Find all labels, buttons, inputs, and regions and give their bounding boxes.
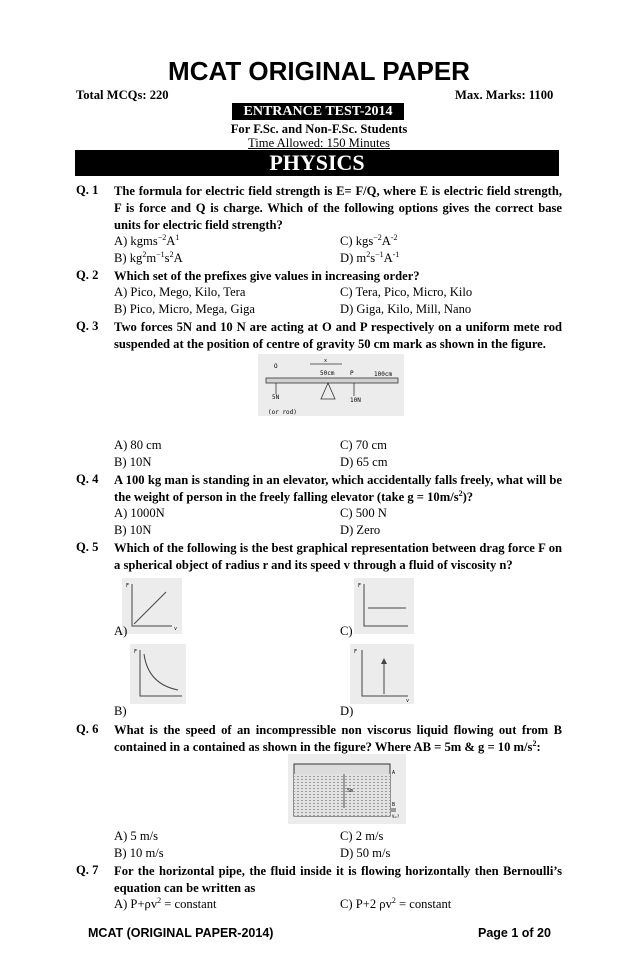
q5-option-c: C) bbox=[340, 624, 353, 638]
q3-text: Two forces 5N and 10 N are acting at O and P respectively on a uniform mete rod suspended at the position of centre of gravity 50 cm mark as shown in the figure. bbox=[114, 320, 562, 351]
q1-option-a: A) $kgms^{-2}A^1$ bbox=[114, 233, 180, 248]
graph-d-x-label: v bbox=[406, 698, 410, 704]
max-marks: Max. Marks: 1100 bbox=[455, 88, 554, 102]
q6-option-d: D) 50 m/s bbox=[340, 846, 391, 860]
q6-text: What is the speed of an incompressible non viscorus liquid flowing out from B contained in a contained as shown in the figure? Where AB = 5m & g = 10 $m/s^2$: bbox=[114, 723, 562, 754]
q4-number: Q. 4 bbox=[76, 472, 99, 486]
graph-c-constant bbox=[354, 578, 414, 634]
graph-b-y-label: F bbox=[134, 649, 138, 655]
q1-option-b: B) $kg^2m^{-1}s^2A$ bbox=[114, 250, 183, 265]
total-mcqs: Total MCQs: 220 bbox=[76, 88, 169, 102]
q3-option-c: C) 70 cm bbox=[340, 438, 387, 452]
graph-d-axes bbox=[362, 650, 408, 696]
tank-figure bbox=[288, 754, 406, 824]
fig-p-label: P bbox=[350, 370, 354, 377]
q2-option-c: C) Tera, Pico, Micro, Kilo bbox=[340, 285, 473, 299]
q7-option-a: A) $P+\rho v^2$ = constant bbox=[114, 896, 217, 911]
test-name-banner: ENTRANCE TEST-2014 bbox=[232, 103, 404, 120]
tank-b-label: B bbox=[392, 802, 396, 808]
graph-c-y-label: F bbox=[358, 583, 362, 589]
graph-a-x-label: v bbox=[174, 626, 178, 632]
q1-number: Q. 1 bbox=[76, 183, 99, 197]
tank-a-label: A bbox=[392, 770, 396, 776]
graph-a-curve bbox=[134, 592, 166, 624]
q4-option-c: C) 500 N bbox=[340, 506, 387, 520]
fig-x-label: x bbox=[324, 358, 328, 364]
q7-number: Q. 7 bbox=[76, 863, 99, 877]
graph-c-axes bbox=[364, 584, 408, 626]
fig-50cm-label: 50cm bbox=[320, 370, 335, 377]
meter-rod-figure bbox=[258, 354, 404, 416]
fig-rod-label: (or rod) bbox=[268, 409, 297, 416]
subject-banner: PHYSICS bbox=[75, 150, 559, 176]
q4-text: A 100 kg man is standing in an elevator, which accidentally falls freely, what will be the weight of person in the freely falling elevator (take $g = 10m/s^2$)? bbox=[114, 473, 562, 504]
graph-d-arrowhead bbox=[381, 658, 387, 664]
time-allowed-text: Time Allowed: 150 Minutes bbox=[248, 136, 390, 150]
graph-b-curve bbox=[144, 654, 178, 690]
q6-number: Q. 6 bbox=[76, 722, 99, 736]
q2-option-d: D) Giga, Kilo, Mill, Nano bbox=[340, 302, 472, 316]
fig-o-label: O bbox=[274, 363, 278, 370]
q3-option-a: A) 80 cm bbox=[114, 438, 162, 452]
q5-option-b: B) bbox=[114, 704, 127, 718]
q2-option-a: A) Pico, Mego, Kilo, Tera bbox=[114, 285, 246, 299]
q6-option-b: B) 10 m/s bbox=[114, 846, 164, 860]
q6-option-a: A) 5 m/s bbox=[114, 829, 159, 843]
q5-number: Q. 5 bbox=[76, 540, 99, 554]
graph-d-y-label: F bbox=[354, 649, 358, 655]
footer-title: MCAT (ORIGINAL PAPER-2014) bbox=[88, 926, 274, 940]
tank-v-label: V=? bbox=[392, 814, 400, 819]
q4-option-a: A) 1000N bbox=[114, 506, 165, 520]
for-students: For F.Sc. and Non-F.Sc. Students bbox=[230, 122, 408, 136]
graph-a-linear bbox=[122, 578, 182, 634]
page-number: Page 1 of 20 bbox=[478, 926, 551, 940]
q5-text: Which of the following is the best graphical representation between drag force F on a spherical object of radius r and its speed v through a fluid of viscosity n? bbox=[114, 541, 562, 572]
tank-outlet bbox=[390, 808, 396, 812]
q5-option-a: A) bbox=[114, 624, 128, 638]
q4-option-b: B) 10N bbox=[114, 523, 152, 537]
q1-option-d: D) $m^2s^{-1}A^{-1}$ bbox=[340, 250, 400, 265]
q5-option-d: D) bbox=[340, 704, 354, 718]
q2-number: Q. 2 bbox=[76, 268, 99, 282]
fig-rod bbox=[266, 378, 398, 383]
q4-option-d: D) Zero bbox=[340, 523, 381, 537]
q3-option-d: D) 65 cm bbox=[340, 455, 388, 469]
q3-option-b: B) 10N bbox=[114, 455, 152, 469]
fig-5n-label: 5N bbox=[272, 394, 280, 401]
graph-b-inverse bbox=[130, 644, 186, 704]
graph-d-vertical bbox=[350, 644, 414, 704]
fig-100cm-label: 100cm bbox=[374, 371, 393, 378]
q3-number: Q. 3 bbox=[76, 319, 99, 333]
tank-height-label: 5m bbox=[347, 788, 354, 794]
graph-a-y-label: F bbox=[126, 583, 130, 589]
q1-option-c: C) $kgs^{-2}A^{-2}$ bbox=[340, 233, 398, 248]
fig-10n-label: 10N bbox=[350, 397, 361, 404]
fig-fulcrum bbox=[321, 383, 335, 399]
q6-option-c: C) 2 m/s bbox=[340, 829, 384, 843]
tank-liquid bbox=[294, 774, 390, 816]
q2-option-b: B) Pico, Micro, Mega, Giga bbox=[114, 302, 255, 316]
q2-text: Which set of the prefixes give values in increasing order? bbox=[114, 269, 420, 283]
time-allowed bbox=[0, 136, 638, 151]
q1-text: The formula for electric field strength is E= F/Q, where E is electric field strength, F is force and Q is charge. Which of the following options gives the correct base units for electric field strength? bbox=[114, 184, 562, 232]
page-title: MCAT ORIGINAL PAPER bbox=[168, 56, 470, 86]
q7-option-c: C) P+2 $\rho v^2$ = constant bbox=[340, 896, 452, 911]
q7-text: For the horizontal pipe, the fluid inside it is flowing horizontally then Bernoulli’s equation can be written as bbox=[114, 864, 562, 895]
